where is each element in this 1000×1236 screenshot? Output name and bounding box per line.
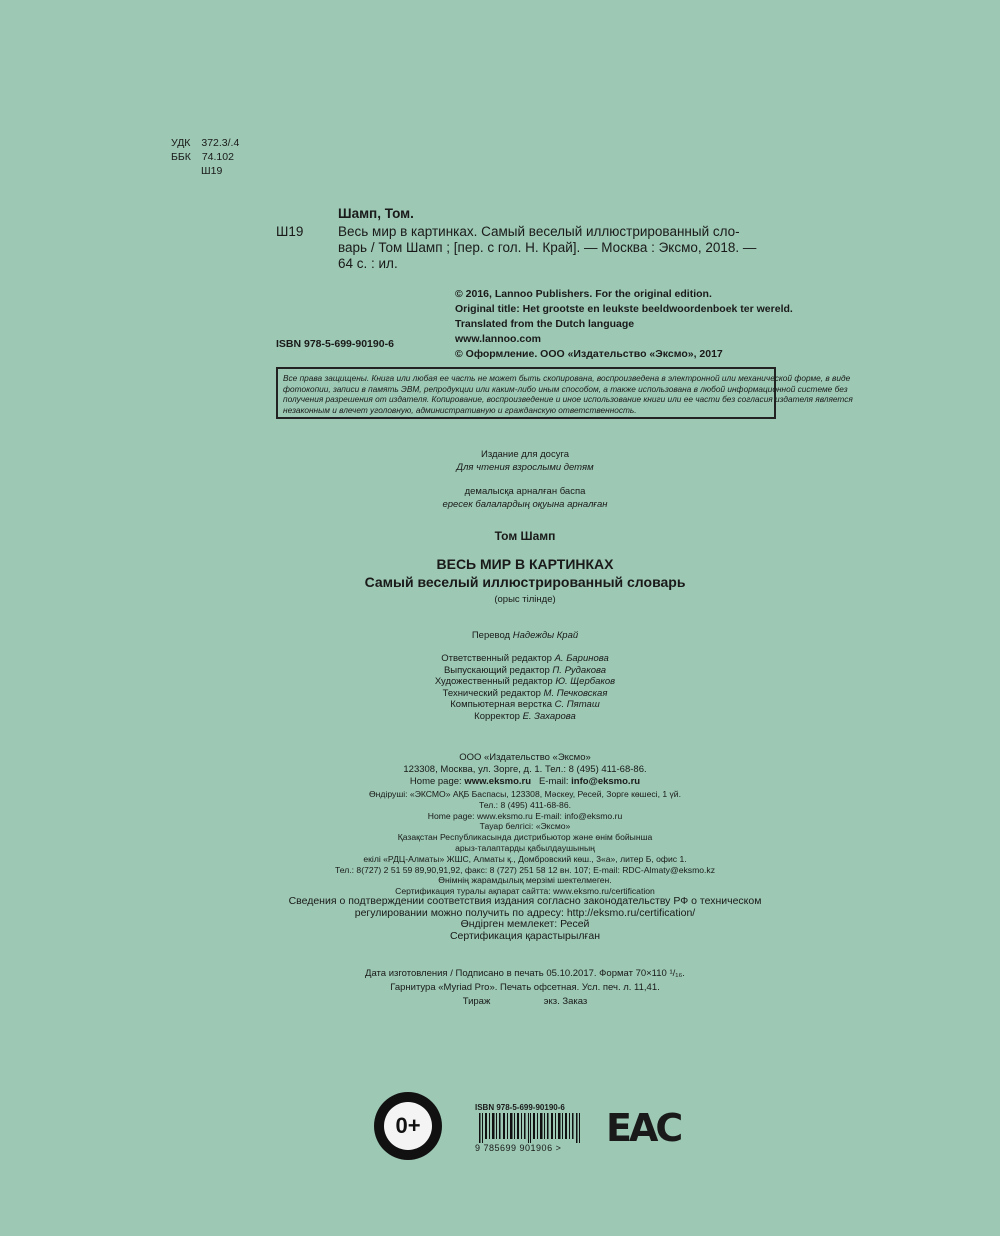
- kz-line: Тел.: 8 (495) 411-68-86.: [479, 799, 571, 810]
- kz-line: екілі «РДЦ-Алматы» ЖШС, Алматы қ., Домбровский көш., 3«а», литер Б, офис 1.: [363, 853, 687, 864]
- copyright-block: [455, 287, 793, 362]
- rights-line-3: получения разрешения от издателя. Копирование, воспроизведение и иное использование книги или ее части без согласия издателя является: [283, 394, 853, 405]
- bib-line-1: Весь мир в картинках. Самый веселый иллюстрированный сло-: [338, 224, 740, 239]
- print-info: [325, 967, 725, 1009]
- title-author: Том Шамп: [494, 529, 556, 543]
- edition-audience-kz: ересек балалардың оқуына арналған: [442, 499, 608, 510]
- credits-list: [375, 653, 675, 723]
- kz-line: Тауар белгісі: «Эксмо»: [479, 821, 571, 832]
- eac-mark-icon: EAC: [606, 1106, 681, 1150]
- bib-line-2: варь / Том Шамп ; [пер. с гол. Н. Край]. — Москва : Эксмо, 2018. —: [338, 240, 757, 255]
- book-title: ВЕСЬ МИР В КАРТИНКАХ: [436, 556, 614, 572]
- age-rating-badge: [374, 1092, 442, 1160]
- publisher-name: ООО «Издательство «Эксмо»: [459, 752, 591, 763]
- certification-line-2: регулировании можно получить по адресу: http://eksmo.ru/certification/: [354, 906, 696, 919]
- copyright-line-3: Translated from the Dutch language: [455, 318, 635, 330]
- kz-line: Сертификация туралы ақпарат сайтта: www.eksmo.ru/certification: [395, 886, 655, 897]
- publisher-address: 123308, Москва, ул. Зорге, д. 1. Тел.: 8 (495) 411-68-86.: [403, 764, 647, 775]
- edition-type-ru: Издание для досуга: [480, 449, 569, 460]
- barcode-digits: 9 785699 901906 >: [475, 1143, 562, 1153]
- certification-line-1: Сведения о подтверждении соответствия издания согласно законодательству РФ о техническом: [288, 895, 762, 907]
- credit-row: Корректор Е. Захарова: [474, 710, 576, 722]
- publisher-home-url: www.eksmo.ru: [464, 776, 532, 787]
- copyright-line-2: Original title: Het grootste en leukste beeldwoordenboek ter wereld.: [455, 303, 793, 315]
- translator-name: Надежды Край: [512, 630, 579, 641]
- bib-code: Ш19: [276, 224, 304, 239]
- manufacturer-country: Өндірген мемлекет: Ресей: [460, 918, 590, 930]
- copyright-line-1: © 2016, Lannoo Publishers. For the original edition.: [455, 288, 712, 300]
- kz-line: Өнімнің жарамдылық мерзімі шектелмеген.: [438, 875, 612, 886]
- translator-line: [375, 630, 675, 641]
- print-run-label: Тираж: [462, 996, 491, 1007]
- print-line-2: Гарнитура «Myriad Pro». Печать офсетная. Усл. печ. л. 11,41.: [390, 982, 660, 993]
- copyright-line-4: www.lannoo.com: [455, 333, 541, 345]
- edition-block: [375, 448, 675, 511]
- kz-line: Өндіруші: «ЭКСМО» АҚБ Баспасы, 123308, Мәскеу, Ресей, Зорге көшесі, 1 үй.: [369, 789, 681, 799]
- credit-row: Художественный редактор Ю. Щербаков: [434, 676, 616, 688]
- translator-label: Перевод: [471, 630, 511, 641]
- rights-notice: [276, 367, 853, 419]
- rights-line-4: незаконным и влечет уголовную, административную и гражданскую ответственность.: [283, 404, 637, 415]
- bib-author: Шамп, Том.: [338, 206, 414, 221]
- bbk-label: ББК: [171, 151, 191, 163]
- kz-line: Қазақстан Республикасында дистрибьютор және өнім бойынша: [397, 832, 653, 843]
- rights-line-2: фотокопии, записи в память ЭВМ, репродукции или каким-либо иным способом, а также использована в любой информационной системе без: [283, 383, 848, 394]
- bbk-line: [171, 151, 234, 164]
- credit-row: Технический редактор М. Печковская: [442, 687, 608, 699]
- age-rating-value: 0+: [384, 1102, 432, 1150]
- publisher-block: [325, 752, 725, 788]
- edition-type-kz: демалысқа арналған баспа: [464, 486, 586, 497]
- kz-line: Тел.: 8(727) 2 51 59 89,90,91,92, факс: 8 (727) 251 58 12 вн. 107; E-mail: RDC-Almaty@eksmo.kz: [334, 864, 715, 875]
- publisher-web: Home page: www.eksmo.ru E-mail: info@eksmo.ru: [409, 776, 641, 787]
- kz-line: Home page: www.eksmo.ru E-mail: info@eksmo.ru: [427, 810, 623, 821]
- rights-line-1: Все права защищены. Книга или любая ее часть не может быть скопирована, воспроизведена в электронной или механической форме, в виде: [283, 373, 851, 383]
- credit-row: Компьютерная верстка С. Пяташ: [450, 699, 600, 711]
- edition-audience-ru: Для чтения взрослыми детям: [456, 462, 594, 473]
- kz-info: [300, 789, 750, 897]
- udk-label: УДК: [171, 137, 191, 149]
- udk-value: 372.3/.4: [201, 137, 240, 149]
- print-run-line: [325, 995, 725, 1009]
- certification-kz: Сертификация қарастырылған: [449, 929, 601, 942]
- print-line-1: Дата изготовления / Подписано в печать 05.10.2017. Формат 70×110 ¹/₁₆.: [365, 968, 685, 979]
- print-run-suffix: экз. Заказ: [543, 996, 588, 1007]
- kz-line: арыз-талаптарды қабылдаушының: [455, 842, 595, 853]
- bib-line-3: 64 с. : ил.: [338, 256, 398, 271]
- certification-block: [275, 896, 775, 942]
- barcode: [475, 1103, 587, 1155]
- publisher-email: info@eksmo.ru: [571, 776, 641, 787]
- book-subtitle: Самый веселый иллюстрированный словарь: [364, 574, 686, 590]
- copyright-line-5: © Оформление. ООО «Издательство «Эксмо», 2017: [455, 348, 723, 360]
- udk-line: [171, 137, 239, 150]
- credit-row: Ответственный редактор А. Баринова: [441, 653, 609, 664]
- author-code: Ш19: [201, 165, 223, 177]
- credit-row: Выпускающий редактор П. Рудакова: [443, 664, 607, 676]
- isbn: ISBN 978-5-699-90190-6: [276, 338, 394, 350]
- book-language: (орыс тілінде): [494, 594, 556, 605]
- bbk-value: 74.102: [201, 151, 234, 163]
- barcode-isbn: ISBN 978-5-699-90190-6: [475, 1103, 565, 1112]
- barcode-bars-icon: [475, 1113, 585, 1143]
